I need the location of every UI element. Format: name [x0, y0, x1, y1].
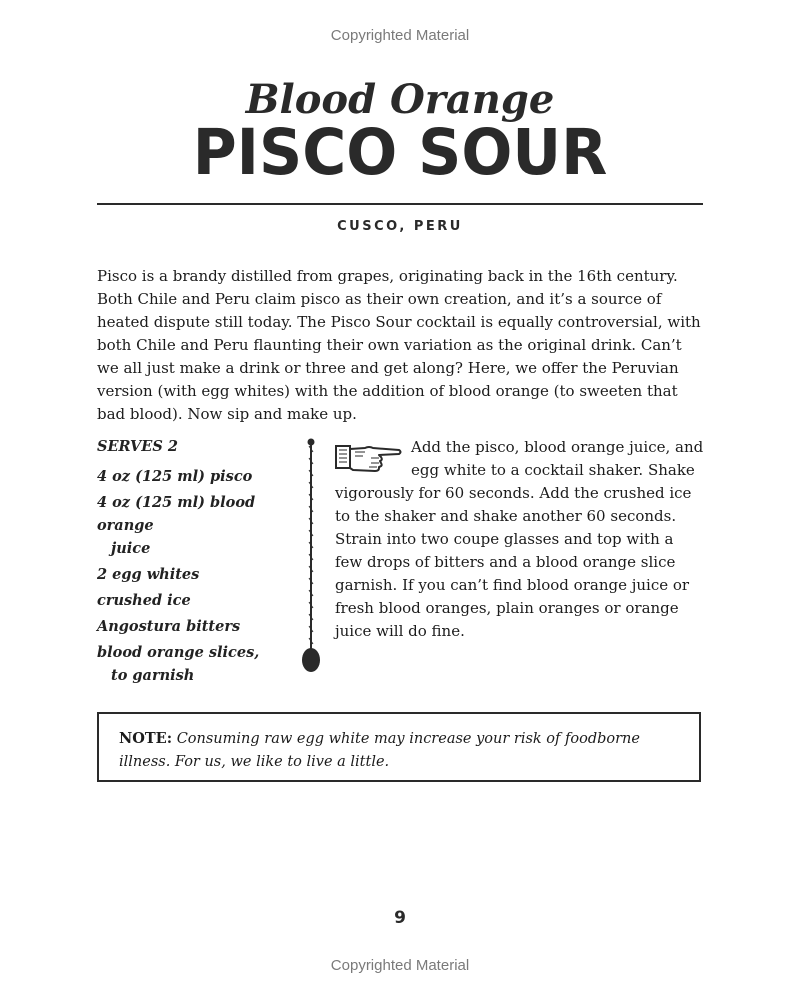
intro-paragraph: Pisco is a brandy distilled from grapes, originating back in the 16th century. Both Chile and Peru claim pisco as their own creation, and it’s a source of heated dispute still today. The Pisco Sour cocktail is equally controversial, with both Chile and Peru flaunting their own variation as the original drink. Can’t we all just make a drink or three and get along? Here, we offer the Peruvian version (with egg whites) with the addition of blood orange (to sweeten that bad blood). Now sip and make up. — [97, 267, 701, 423]
ingredient-item: blood orange slices, to garnish — [97, 644, 260, 684]
copyright-watermark-top: Copyrighted Material — [330, 27, 470, 44]
note-body: Consuming raw egg white may increase your risk of foodborne illness. For us, we like to live a little. — [119, 731, 640, 770]
title-subheading: Blood Orange — [245, 76, 555, 123]
ingredient-item: crushed ice — [97, 592, 191, 609]
bar-spoon-icon — [298, 438, 324, 676]
location-label: CUSCO, PERU — [337, 219, 463, 234]
ingredient-item: 2 egg whites — [97, 566, 200, 583]
pointing-hand-icon — [335, 440, 403, 474]
page-title: PISCO SOUR — [192, 116, 608, 190]
ingredient-item: 4 oz (125 ml) pisco — [97, 468, 253, 485]
ingredient-item: Angostura bitters — [97, 618, 241, 635]
note-box — [97, 712, 701, 782]
ingredient-item: 4 oz (125 ml) blood orange juice — [97, 494, 256, 557]
title-divider — [97, 203, 703, 205]
note-text — [119, 727, 679, 774]
serves-label: SERVES 2 — [97, 438, 178, 455]
method-paragraph: Add the pisco, blood orange juice, and egg white to a cocktail shaker. Shake vigorously for 60 seconds. Add the crushed ice to the shaker and shake another 60 seconds. Strain into two coupe glasses and top with a few drops of bitters and a blood orange slice garnish. If you can’t find blood orange juice or fresh blood oranges, plain oranges or orange juice will do fine. — [335, 438, 704, 640]
note-label: NOTE: — [119, 730, 173, 747]
ingredients-list — [97, 436, 297, 690]
page-number: 9 — [394, 908, 406, 928]
copyright-watermark-bottom: Copyrighted Material — [330, 957, 470, 974]
